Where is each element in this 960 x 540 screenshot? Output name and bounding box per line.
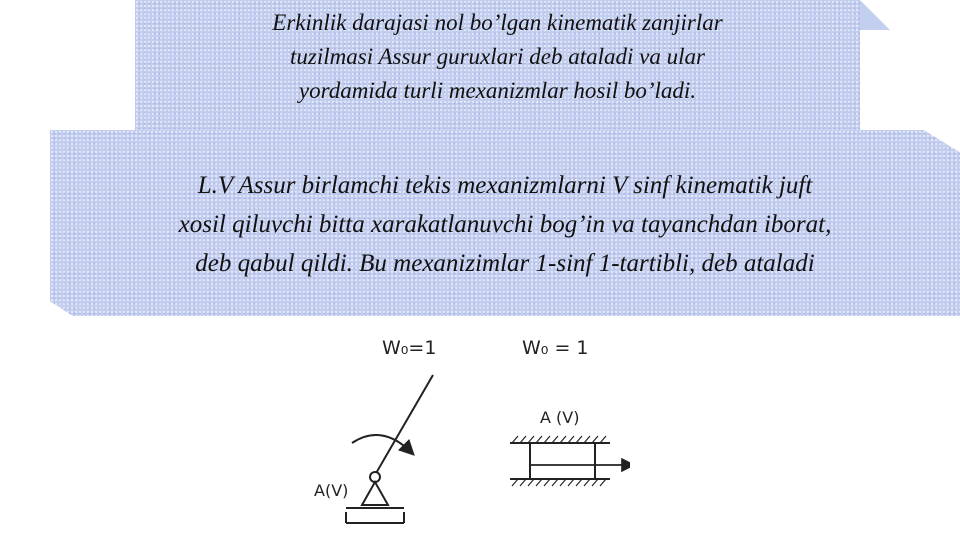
right-joint-label: A (V) [540,408,580,427]
upper-hatching [512,436,606,443]
rotation-arrow [352,435,412,453]
right-dof-label: W₀ = 1 [522,337,589,359]
crank-mechanism [346,375,433,523]
top-panel-fold [860,0,890,30]
lower-hatching [512,479,606,486]
main-line-1: L.V Assur birlamchi tekis mexanizmlarni V sinf kinematik juft [197,172,813,199]
top-line-3: yordamida turli mexanizmlar hosil bo’ladi. [298,78,697,103]
crank-link [375,375,433,475]
top-line-1: Erkinlik darajasi nol bo’lgan kinematik zanjirlar [272,10,723,35]
left-dof-label: W₀=1 [382,337,437,359]
main-line-2: xosil qiluvchi bitta xarakatlanuvchi bog’in va tayanchdan iborat, [178,211,832,238]
slider-mechanism [510,436,630,486]
main-line-3: deb qabul qildi. Bu mexanizimlar 1-sinf 1-tartibli, deb ataladi [195,250,815,277]
left-joint-label: A(V) [314,481,349,500]
top-paragraph [135,6,860,108]
main-paragraph [60,166,950,283]
mechanism-diagram [300,325,630,540]
top-line-2: tuzilmasi Assur guruxlari deb ataladi va ular [290,44,705,69]
fixed-support [362,482,388,505]
